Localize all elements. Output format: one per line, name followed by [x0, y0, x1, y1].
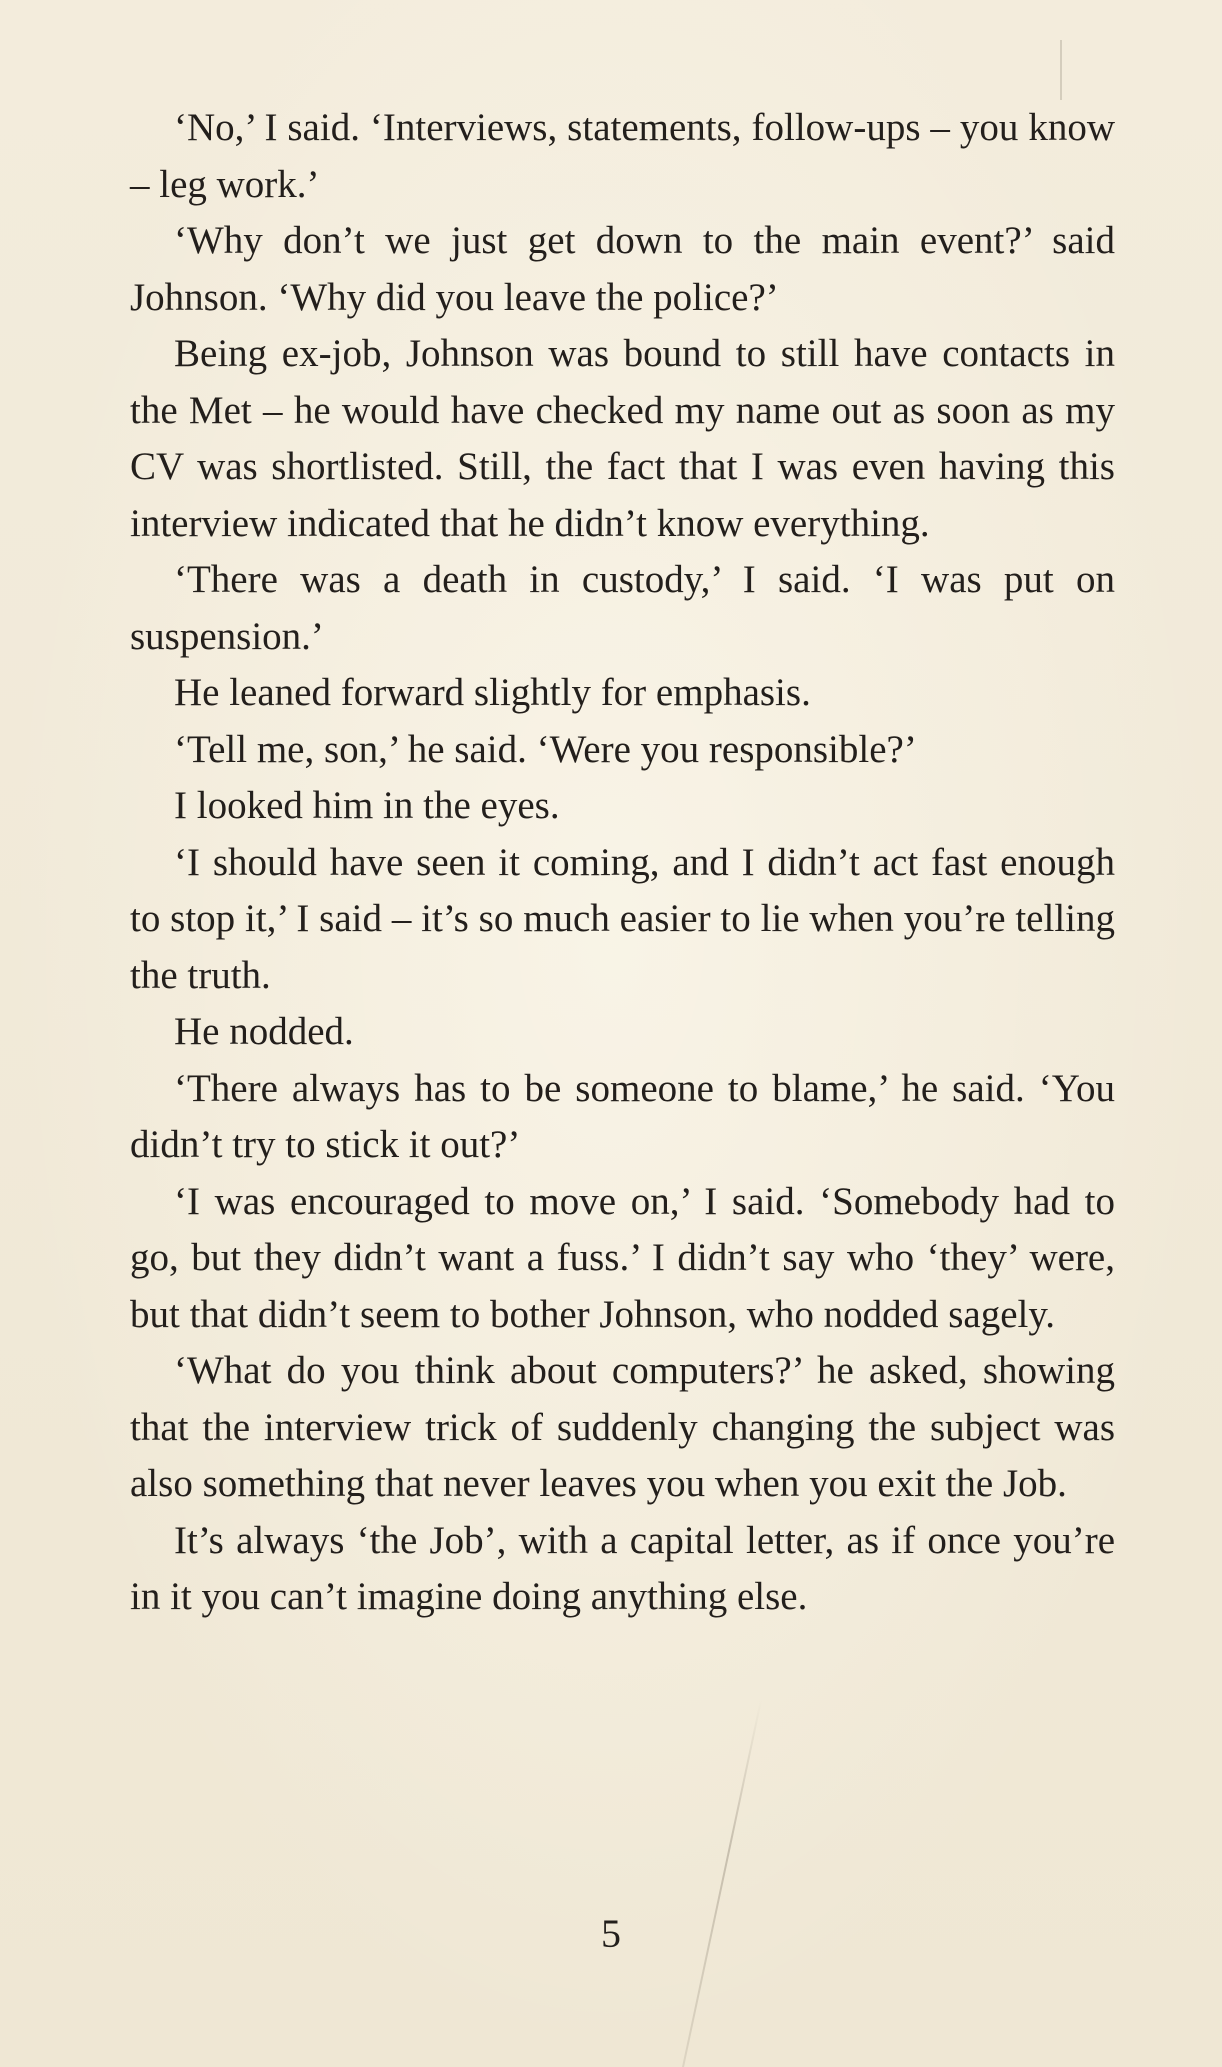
paper-crease-bottom	[681, 1700, 762, 2067]
paragraph: ‘There always has to be someone to blame,’ he said. ‘You didn’t try to stick it out?’	[130, 1066, 1115, 1166]
paragraph: ‘Tell me, son,’ he said. ‘Were you responsible?’	[174, 727, 917, 771]
body-text	[130, 100, 1115, 1626]
paragraph: He nodded.	[174, 1010, 354, 1053]
paragraph: ‘I was encouraged to move on,’ I said. ‘Somebody had to go, but they didn’t want a fuss.’ I didn’t say who ‘they’ were, but that didn’t seem to bother Johnson, who nodded sagely.	[130, 1179, 1115, 1336]
page-number: 5	[601, 1911, 621, 1956]
paragraph: He leaned forward slightly for emphasis.	[174, 671, 811, 714]
paragraph: I looked him in the eyes.	[174, 784, 560, 827]
paragraph: ‘No,’ I said. ‘Interviews, statements, follow-ups – you know – leg work.’	[130, 106, 1115, 206]
paragraph: ‘I should have seen it coming, and I didn’t act fast enough to stop it,’ I said – it’s so much easier to lie when you’re telling the truth.	[130, 840, 1115, 997]
paragraph: ‘There was a death in custody,’ I said. ‘I was put on suspension.’	[130, 558, 1115, 658]
paper-crease-top	[1060, 40, 1062, 100]
paragraph: It’s always ‘the Job’, with a capital letter, as if once you’re in it you can’t imagine doing anything else.	[130, 1518, 1115, 1618]
paragraph: ‘Why don’t we just get down to the main event?’ said Johnson. ‘Why did you leave the police?’	[130, 219, 1115, 319]
paragraph: ‘What do you think about computers?’ he asked, showing that the interview trick of suddenly changing the subject was also something that never leaves you when you exit the Job.	[130, 1349, 1115, 1505]
paragraph: Being ex-job, Johnson was bound to still have contacts in the Met – he would have checked my name out as soon as my CV was shortlisted. Still, the fact that I was even having this interview indicated that he didn’t know everything.	[130, 332, 1115, 545]
